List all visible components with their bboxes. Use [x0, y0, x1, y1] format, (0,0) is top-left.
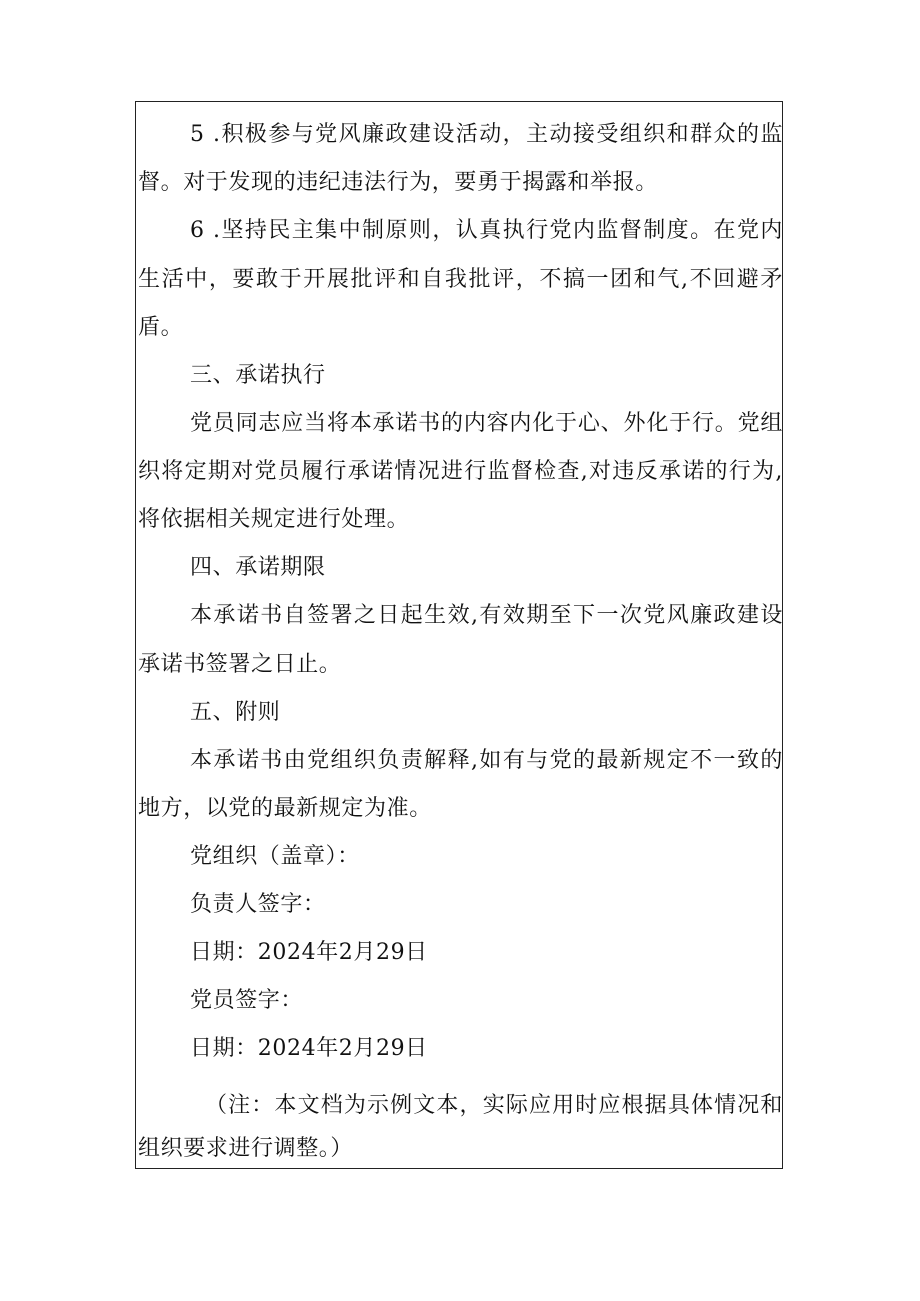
section-5-line-2: 地方，以党的最新规定为准。 — [138, 796, 432, 821]
note-line-2: 组织要求进行调整。） — [138, 1136, 354, 1161]
section-4-heading: 四、承诺期限 — [190, 555, 326, 580]
section-3-line-1: 党员同志应当将本承诺书的内容内化于心、外化于行。党组 — [190, 411, 783, 436]
section-4-line-1: 本承诺书自签署之日起生效,有效期至下一次党风廉政建设 — [190, 603, 783, 628]
member-date: 日期：2024年2月29日 — [190, 1036, 428, 1061]
item-5-line-1: 5 .积极参与党风廉政建设活动，主动接受组织和群众的监 — [190, 122, 783, 147]
section-3-line-2: 织将定期对党员履行承诺情况进行监督检查,对违反承诺的行为, — [138, 459, 783, 484]
leader-date: 日期：2024年2月29日 — [190, 940, 428, 965]
section-5-line-1: 本承诺书由党组织负责解释,如有与党的最新规定不一致的 — [190, 748, 783, 773]
section-4-line-2: 承诺书签署之日止。 — [138, 652, 342, 677]
note-line-1: （注：本文档为示例文本，实际应用时应根据具体情况和 — [205, 1093, 783, 1118]
section-3-heading: 三、承诺执行 — [190, 363, 326, 388]
section-5-heading: 五、附则 — [190, 700, 281, 725]
party-org-seal-label: 党组织（盖章）： — [190, 844, 360, 869]
item-6-line-1: 6 .坚持民主集中制原则，认真执行党内监督制度。在党内 — [190, 218, 783, 243]
section-3-line-3: 将依据相关规定进行处理。 — [138, 507, 410, 532]
item-6-line-3: 盾。 — [138, 315, 184, 340]
item-5-line-2: 督。对于发现的违纪违法行为，要勇于揭露和举报。 — [138, 170, 658, 195]
item-6-line-2: 生活中，要敢于开展批评和自我批评，不搞一团和气,不回避矛 — [138, 267, 783, 292]
member-signature-label: 党员签字： — [190, 988, 304, 1013]
leader-signature-label: 负责人签字： — [190, 892, 326, 917]
